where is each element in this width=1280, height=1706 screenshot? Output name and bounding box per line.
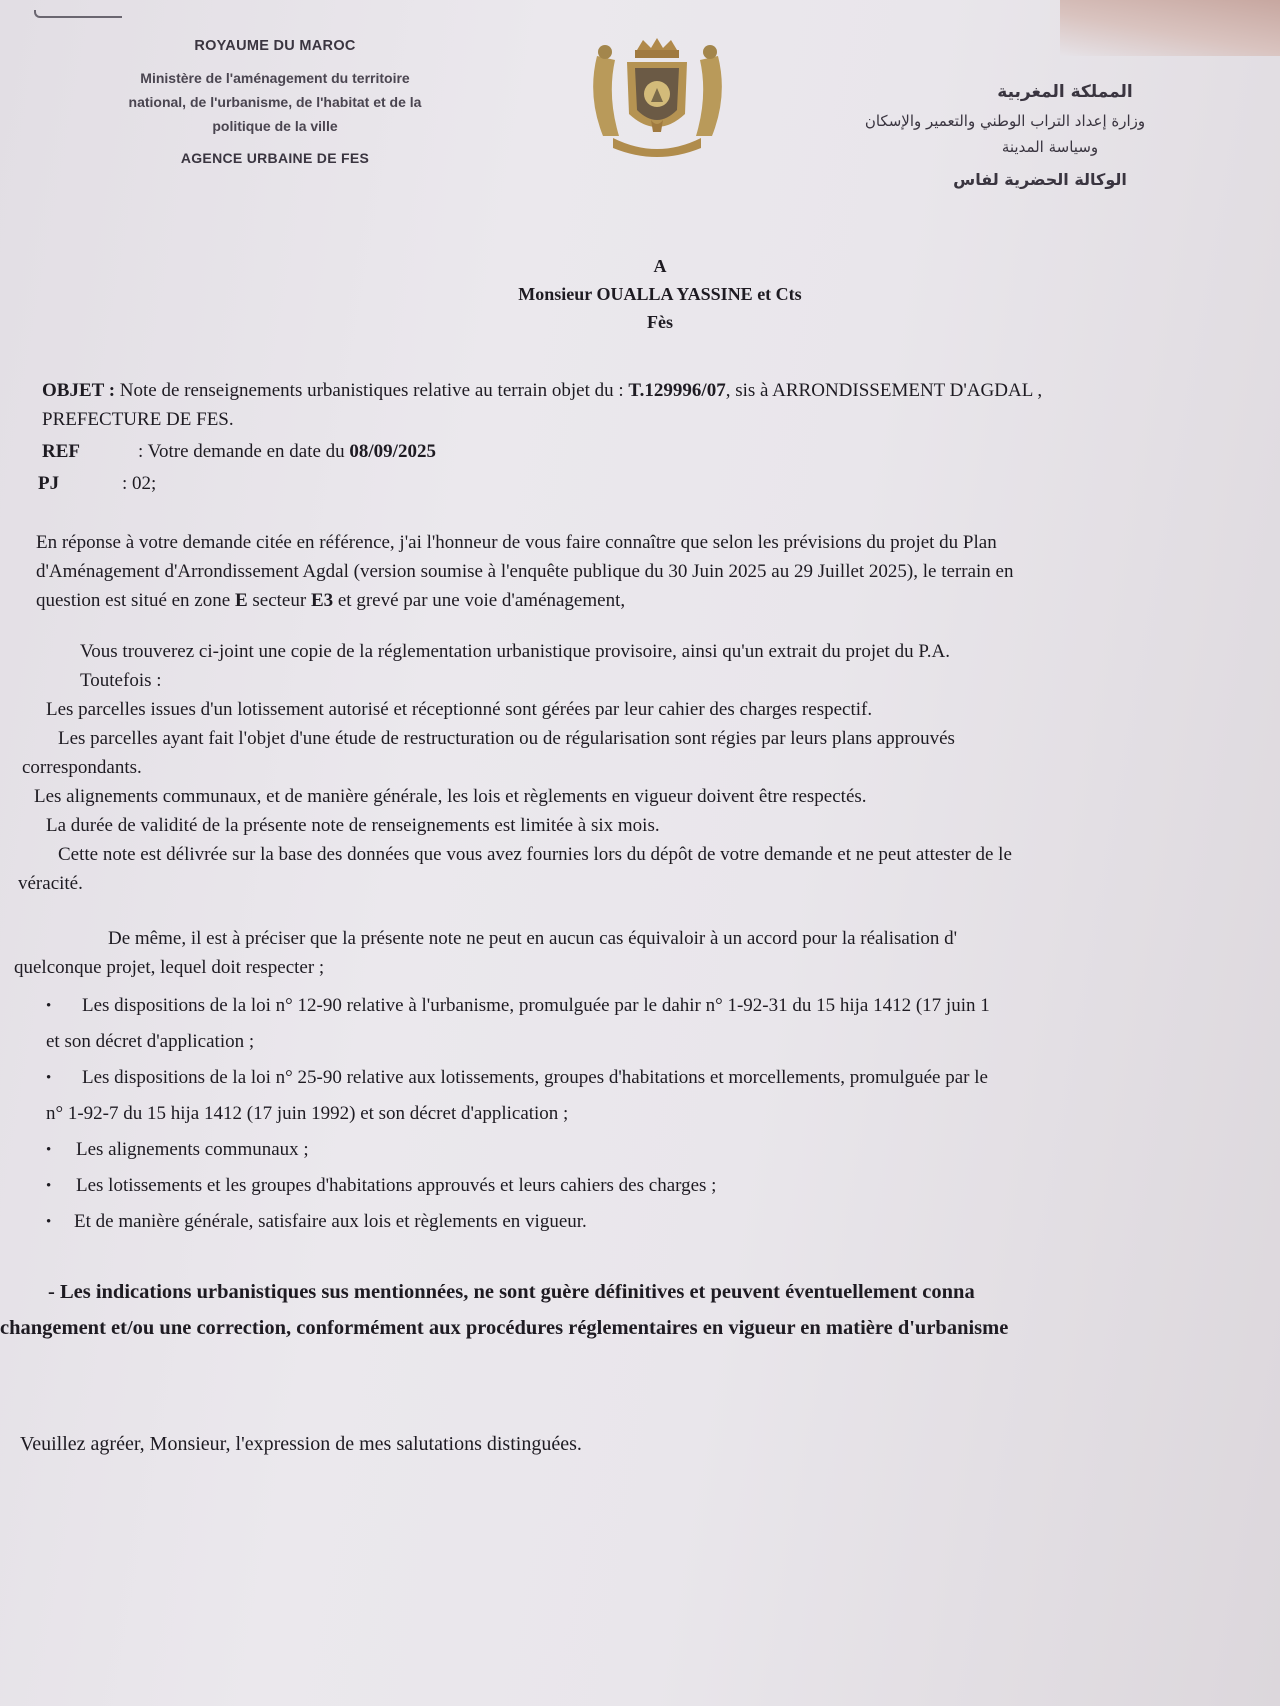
list-item-line-1: Les lotissements et les groupes d'habitations approuvés et leurs cahiers des charges ; bbox=[76, 1175, 717, 1196]
bullet-icon: • bbox=[46, 1214, 52, 1230]
ministry-name-arabic-2: وسياسة المدينة bbox=[1001, 138, 1099, 156]
list-item-line-1: Les dispositions de la loi n° 25-90 relative aux lotissements, groupes d'habitations et morcellements, promulguée par le bbox=[82, 1067, 988, 1088]
ref-line bbox=[14, 437, 1280, 466]
ref-label: REF bbox=[42, 441, 80, 462]
objet-text: Note de renseignements urbanistiques relative au terrain objet du : bbox=[115, 380, 629, 401]
objet-text-2: , sis à ARRONDISSEMENT D'AGDAL , bbox=[725, 380, 1043, 401]
page-corner-shadow bbox=[1060, 0, 1280, 56]
list-item-line-1: Et de manière générale, satisfaire aux lois et règlements en vigueur. bbox=[74, 1211, 587, 1232]
list-item bbox=[14, 1168, 1280, 1204]
addressee-block bbox=[440, 252, 880, 336]
ref-date: 08/09/2025 bbox=[349, 441, 436, 462]
paragraph-2-line-4: Les parcelles ayant fait l'objet d'une étude de restructuration ou de régularisation sont régies par leurs plans approuvés bbox=[58, 728, 955, 749]
warning-line-1: - Les indications urbanistiques sus mentionnées, ne sont guère définitives et peuvent éventuellement conna bbox=[48, 1281, 975, 1303]
letter-body bbox=[0, 376, 1280, 1459]
ministry-name bbox=[70, 66, 480, 138]
text-span: secteur bbox=[247, 590, 311, 611]
paragraph-2-line-5: correspondants. bbox=[22, 757, 142, 778]
text-span: question est situé en zone bbox=[36, 590, 235, 611]
ministry-line-1: Ministère de l'aménagement du territoire bbox=[140, 70, 410, 86]
paragraph-2-line-7: La durée de validité de la présente note de renseignements est limitée à six mois. bbox=[46, 815, 660, 836]
warning-notice bbox=[0, 1274, 1280, 1346]
objet-line bbox=[14, 376, 1280, 405]
ministry-name-arabic-1: وزارة إعداد التراب الوطني والتعمير والإسكان bbox=[864, 112, 1146, 130]
secteur-value: E3 bbox=[310, 590, 334, 611]
requirements-list bbox=[14, 988, 1280, 1240]
paragraph-1-line-2: d'Aménagement d'Arrondissement Agdal (version soumise à l'enquête publique du 30 Juin 2025 au 29 Juillet 2025), le terrain en bbox=[36, 561, 1014, 582]
addressee-to: A bbox=[653, 256, 667, 276]
paragraph-2-line-1: Vous trouverez ci-joint une copie de la réglementation urbanistique provisoire, ainsi qu'un extrait du projet du P.A. bbox=[80, 641, 951, 662]
paragraph-1-line-1: En réponse à votre demande citée en référence, j'ai l'honneur de vous faire connaître que selon les prévisions du projet du Plan bbox=[36, 532, 997, 553]
paragraph-2-line-8: Cette note est délivrée sur la base des données que vous avez fournies lors du dépôt de votre demande et ne peut attester de le bbox=[58, 844, 1012, 865]
list-item bbox=[14, 1132, 1280, 1168]
paragraph-2 bbox=[14, 637, 1280, 898]
text-span: et grevé par une voie d'aménagement, bbox=[333, 590, 626, 611]
ministry-line-3: politique de la ville bbox=[212, 118, 338, 134]
warning-line-2: changement et/ou une correction, conformément aux procédures réglementaires en vigueur en matière d'urbanisme bbox=[0, 1317, 1009, 1339]
zone-value: E bbox=[234, 590, 248, 611]
objet-line-2: PREFECTURE DE FES. bbox=[42, 409, 234, 430]
header-right-arabic bbox=[820, 82, 1190, 189]
header-left bbox=[70, 38, 480, 166]
bullet-icon: • bbox=[46, 1070, 52, 1086]
paragraph-1 bbox=[14, 528, 1280, 615]
agency-name-arabic: الوكالة الحضرية لفاس bbox=[953, 170, 1127, 189]
ref-text: : Votre demande en date du bbox=[138, 441, 350, 462]
ministry-line-2: national, de l'urbanisme, de l'habitat et de la bbox=[128, 94, 422, 110]
coat-of-arms-icon bbox=[585, 36, 730, 166]
kingdom-name-arabic: المملكة المغربية bbox=[997, 82, 1133, 102]
closing-salutation: Veuillez agréer, Monsieur, l'expression de mes salutations distinguées. bbox=[20, 1433, 582, 1455]
addressee-city: Fès bbox=[647, 312, 673, 332]
paragraph-2-line-6: Les alignements communaux, et de manière générale, les lois et règlements en vigueur doivent être respectés. bbox=[34, 786, 867, 807]
list-item bbox=[14, 1204, 1280, 1240]
paragraph-2-line-9: véracité. bbox=[18, 873, 83, 894]
paragraph-2-line-2: Toutefois : bbox=[80, 670, 162, 691]
kingdom-name: ROYAUME DU MAROC bbox=[194, 38, 356, 54]
pj-line bbox=[14, 469, 1280, 498]
fold-mark bbox=[34, 10, 122, 18]
list-item-line-2: et son décret d'application ; bbox=[46, 1031, 255, 1052]
bullet-icon: • bbox=[46, 1142, 52, 1158]
list-item-line-2: n° 1-92-7 du 15 hija 1412 (17 juin 1992) et son décret d'application ; bbox=[46, 1103, 569, 1124]
paragraph-3-line-1: De même, il est à préciser que la présente note ne peut en aucun cas équivaloir à un accord pour la réalisation d' bbox=[108, 928, 958, 949]
bullet-icon: • bbox=[46, 1178, 52, 1194]
footer-edge-mark bbox=[1190, 1692, 1280, 1706]
paragraph-3 bbox=[14, 924, 1280, 982]
paragraph-1-line-3 bbox=[36, 586, 1280, 615]
bullet-icon: • bbox=[46, 998, 52, 1014]
agency-name: AGENCE URBAINE DE FES bbox=[180, 150, 370, 166]
pj-text: : 02; bbox=[122, 473, 157, 494]
objet-label: OBJET : bbox=[42, 380, 116, 401]
addressee-name: Monsieur OUALLA YASSINE et Cts bbox=[518, 284, 802, 304]
paragraph-3-line-2: quelconque projet, lequel doit respecter ; bbox=[14, 957, 325, 978]
list-item bbox=[14, 988, 1280, 1060]
list-item-line-1: Les dispositions de la loi n° 12-90 relative à l'urbanisme, promulguée par le dahir n° 1-92-31 du 15 hija 1412 (17 juin 1 bbox=[82, 995, 990, 1016]
list-item-line-1: Les alignements communaux ; bbox=[76, 1139, 309, 1160]
pj-label: PJ bbox=[38, 473, 60, 494]
objet-title-ref: T.129996/07 bbox=[628, 380, 726, 401]
list-item bbox=[14, 1060, 1280, 1132]
paragraph-2-line-3: Les parcelles issues d'un lotissement autorisé et réceptionné sont gérées par leur cahier des charges respectif. bbox=[46, 699, 873, 720]
